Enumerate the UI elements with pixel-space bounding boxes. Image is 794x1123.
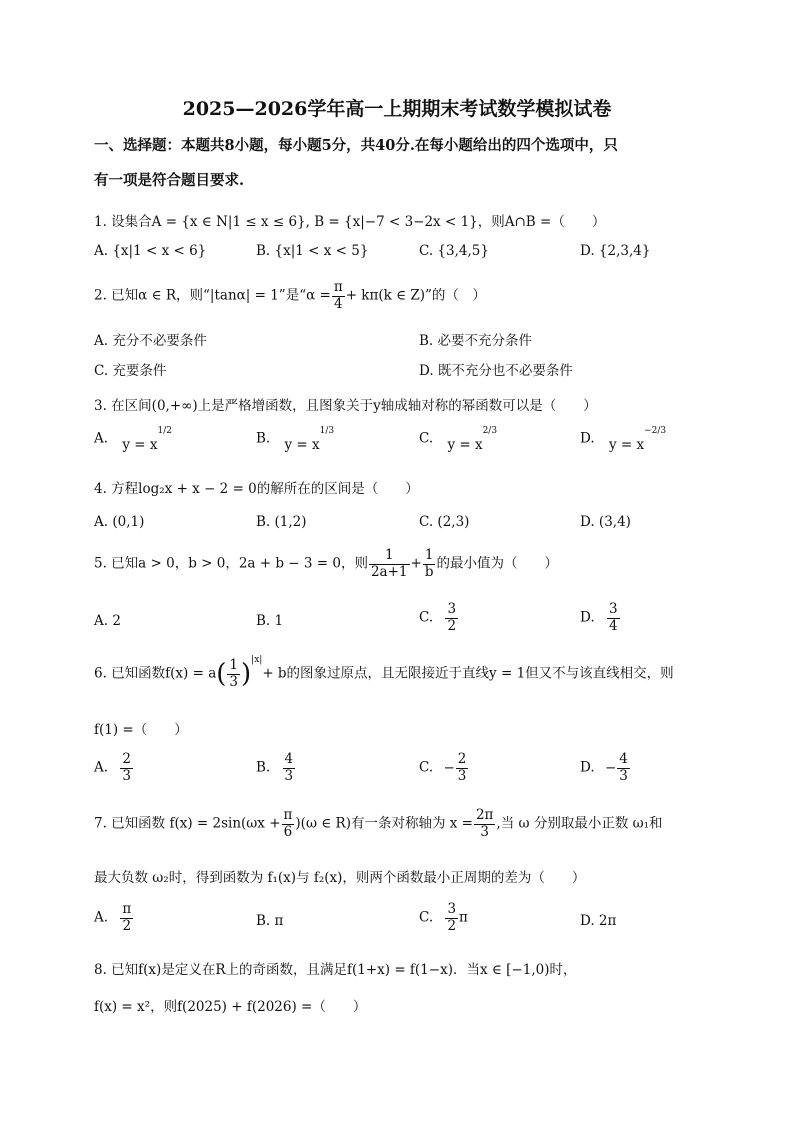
q2-fraction	[332, 280, 345, 312]
q6-a-fraction	[120, 752, 133, 784]
q6-option-a	[94, 752, 134, 784]
q6-b-den: 3	[284, 767, 294, 784]
q5-f1-den: 2a+1	[370, 563, 408, 580]
q5-stem-b: 的最小值为（ ）	[436, 555, 558, 572]
question-5-stem	[94, 548, 558, 580]
q6-a-den: 3	[122, 767, 131, 784]
q6-c-sign: −	[443, 759, 455, 776]
q7-c-label: C.	[419, 909, 434, 926]
q3-b-base: y = x	[284, 436, 320, 453]
q2-option-d: D. 既不充分也不必要条件	[419, 363, 573, 379]
q7-stem-a: 7. 已知函数 f(x) = 2sin(ωx +	[94, 815, 281, 832]
q3-d-label: D.	[580, 430, 595, 447]
q7-a-num: π	[122, 901, 132, 917]
q3-b-exp: 1/3	[319, 426, 335, 436]
q7-f1-den: 6	[283, 823, 293, 840]
q3-c-label: C.	[419, 430, 434, 447]
q6-a-num: 2	[122, 751, 131, 767]
q7-option-d: D. 2π	[580, 913, 617, 929]
q3-d-exp: −2/3	[644, 426, 667, 436]
q1-option-d: D. {2,3,4}	[580, 243, 651, 259]
q6-d-num: 4	[619, 751, 628, 767]
q5-d-fraction	[607, 602, 620, 634]
q7-c-tail: π	[459, 909, 468, 926]
q6-right-paren: )	[241, 659, 252, 690]
q1-option-b: B. {x|1 < x < 5}	[256, 243, 369, 259]
q5-c-den: 2	[447, 617, 457, 634]
question-2-stem	[94, 280, 486, 312]
q2-option-b: B. 必要不充分条件	[419, 333, 533, 349]
q6-exponent: |x|	[251, 655, 263, 666]
q5-fraction-1	[369, 548, 410, 580]
q2-stem-b: + kπ(k ∈ Z)”的（ ）	[345, 287, 486, 304]
q5-f1-num: 1	[369, 548, 410, 565]
q3-a-base: y = x	[122, 436, 158, 453]
q5-option-b: B. 1	[256, 613, 284, 629]
q3-a-exp: 1/2	[157, 426, 172, 436]
q2-frac-num: π	[333, 279, 343, 295]
q6-c-num: 2	[457, 751, 467, 767]
q5-fraction-2	[423, 548, 436, 580]
q6-option-b	[256, 752, 296, 784]
q3-option-a	[94, 426, 172, 453]
q7-c-den: 2	[447, 917, 457, 934]
q6-frac-num: 1	[229, 657, 239, 673]
q5-d-num: 3	[608, 601, 618, 617]
question-8-stem: 8. 已知f(x)是定义在R上的奇函数，且满足f(1+x) = f(1−x)．当x ∈ [−1,0)时，	[94, 962, 577, 978]
q6-a-label: A.	[94, 759, 109, 776]
q7-c-fraction	[445, 902, 458, 934]
question-7-stem	[94, 808, 663, 840]
q7-option-a	[94, 902, 134, 934]
question-4-stem: 4. 方程log₂x + x − 2 = 0的解所在的区间是（ ）	[94, 481, 419, 497]
q6-c-den: 3	[457, 767, 467, 784]
question-8-stem-line2: f(x) = x²，则f(2025) + f(2026) =（ ）	[94, 999, 367, 1015]
q7-f1-num: π	[283, 807, 293, 823]
q2-stem-a: 2. 已知α ∈ R，则“|tanα| = 1”是“α =	[94, 287, 331, 304]
q1-option-c: C. {3,4,5}	[419, 243, 489, 259]
q7-fraction-2	[474, 808, 495, 840]
q5-d-den: 4	[608, 617, 618, 634]
q3-a-label: A.	[94, 430, 109, 447]
q6-stem-b: + b的图象过原点，且无限接近于直线y = 1但又不与该直线相交，则	[262, 665, 674, 682]
q5-option-d	[580, 602, 621, 634]
q6-d-label: D.	[580, 759, 595, 776]
q5-d-label: D.	[580, 609, 595, 626]
q7-a-fraction	[120, 902, 133, 934]
question-3-stem: 3. 在区间(0,+∞)上是严格增函数，且图象关于y轴成轴对称的幂函数可以是（ ）	[94, 398, 597, 414]
q6-frac-den: 3	[229, 673, 239, 690]
q6-fraction	[227, 658, 240, 690]
q4-option-c: C. (2,3)	[419, 514, 470, 530]
q5-f2-den: b	[424, 563, 434, 580]
q7-a-label: A.	[94, 909, 109, 926]
q6-c-fraction	[456, 752, 469, 784]
q6-b-fraction	[283, 752, 296, 784]
q3-d-base: y = x	[608, 436, 645, 453]
question-6-stem-line2: f(1) =（ ）	[94, 722, 188, 738]
q6-d-fraction	[617, 752, 630, 784]
q5-f2-num: 1	[423, 548, 436, 565]
q3-b-label: B.	[256, 430, 271, 447]
q7-a-den: 2	[122, 917, 132, 934]
question-7-stem-line2: 最大负数 ω₂时，得到函数为 f₁(x)与 f₂(x)，则两个函数最小正周期的差为（ ）	[94, 870, 586, 886]
q5-option-c	[419, 602, 459, 634]
q7-stem-b: )(ω ∈ R)有一条对称轴为 x =	[295, 815, 473, 832]
q6-c-label: C.	[419, 759, 434, 776]
q3-option-c	[419, 426, 498, 453]
q3-option-b	[256, 426, 335, 453]
q2-option-c: C. 充要条件	[94, 363, 167, 379]
q6-d-sign: −	[604, 759, 617, 776]
q7-option-c	[419, 902, 468, 934]
q1-option-a: A. {x|1 < x < 6}	[94, 243, 207, 259]
q7-f2-num: 2π	[475, 807, 494, 823]
q6-option-c	[419, 752, 469, 784]
q5-plus: +	[410, 555, 422, 572]
q5-c-label: C.	[419, 609, 434, 626]
q4-option-d: D. (3,4)	[580, 514, 631, 530]
q6-b-label: B.	[256, 759, 271, 776]
q6-stem-a: 6. 已知函数f(x) = a	[94, 665, 217, 682]
q3-option-d	[580, 426, 667, 453]
q6-option-d	[580, 752, 631, 784]
q7-f2-den: 3	[480, 823, 489, 840]
q6-d-den: 3	[619, 767, 628, 784]
q5-c-num: 3	[447, 601, 457, 617]
q4-option-b: B. (1,2)	[256, 514, 307, 530]
q6-b-num: 4	[284, 751, 294, 767]
q6-left-paren: (	[216, 659, 227, 690]
q3-c-base: y = x	[447, 436, 483, 453]
q7-c-num: 3	[447, 901, 457, 917]
q7-fraction-1	[282, 808, 295, 840]
q2-option-a: A. 充分不必要条件	[94, 333, 207, 349]
q2-frac-den: 4	[333, 295, 343, 312]
q4-option-a: A. (0,1)	[94, 514, 145, 530]
section-heading-line1: 一、选择题：本题共8小题，每小题5分，共40分.在每小题给出的四个选项中，只	[94, 137, 618, 154]
q7-option-b: B. π	[256, 913, 284, 929]
q5-option-a: A. 2	[94, 613, 121, 629]
q3-c-exp: 2/3	[482, 426, 498, 436]
question-1-stem: 1. 设集合A = {x ∈ N|1 ≤ x ≤ 6}, B = {x|−7 < 3−2x < 1}，则A∩B =（ ）	[94, 214, 606, 230]
question-6-stem	[94, 655, 674, 690]
section-heading-line2: 有一项是符合题目要求.	[94, 172, 245, 189]
q7-stem-c: ,当 ω 分别取最小正数 ω₁和	[496, 815, 663, 832]
q5-stem-a: 5. 已知a > 0，b > 0，2a + b − 3 = 0，则	[94, 555, 368, 572]
page-title: 2025—2026学年高一上期期末考试数学模拟试卷	[182, 98, 612, 120]
q5-c-fraction	[445, 602, 458, 634]
